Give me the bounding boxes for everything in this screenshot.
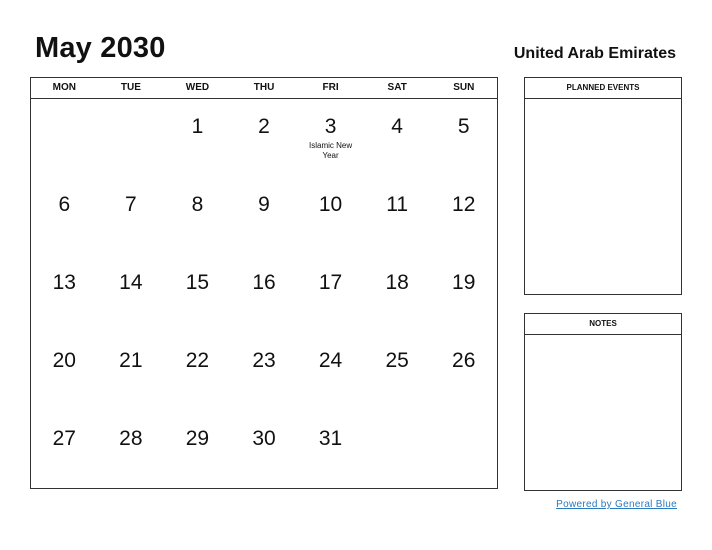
day-cell: [164, 411, 231, 489]
weekday-thu: THU: [253, 82, 275, 93]
day-number: 3: [324, 115, 337, 138]
day-cell: [297, 99, 364, 177]
day-number: 9: [258, 193, 270, 216]
day-cell: [430, 333, 497, 411]
day-cell: [430, 177, 497, 255]
day-number: 12: [452, 193, 476, 216]
day-number: [31, 99, 98, 115]
day-number: 25: [385, 349, 409, 372]
day-number: [430, 411, 497, 427]
day-cell: [430, 99, 497, 177]
day-number: 13: [52, 271, 76, 294]
day-number: 30: [252, 427, 276, 450]
day-number: 18: [385, 271, 409, 294]
day-cell: [31, 411, 98, 489]
day-cell: [231, 99, 298, 177]
day-cell: [231, 177, 298, 255]
country-label: United Arab Emirates: [513, 45, 676, 62]
calendar-grid: [30, 77, 498, 489]
day-grid: [31, 99, 497, 489]
day-cell: [364, 99, 431, 177]
day-cell: [31, 333, 98, 411]
day-number: [98, 99, 165, 115]
weekday-tue: TUE: [120, 82, 141, 93]
weekday-header-row: [31, 78, 497, 99]
day-number: 23: [252, 349, 276, 372]
day-cell: [31, 99, 98, 177]
notes-panel: [524, 313, 682, 491]
day-number: 5: [457, 115, 470, 138]
day-cell: [164, 255, 231, 333]
planned-events-heading: PLANNED EVENTS: [525, 78, 681, 99]
day-cell: [31, 177, 98, 255]
day-number: 31: [318, 427, 343, 450]
weekday-mon: MON: [52, 82, 76, 93]
day-number: 19: [452, 271, 476, 294]
day-number: 17: [318, 271, 343, 294]
day-number: [364, 411, 431, 427]
day-cell: [164, 177, 231, 255]
day-cell: [364, 255, 431, 333]
day-cell: [98, 255, 165, 333]
day-cell: [164, 99, 231, 177]
day-cell: [297, 333, 364, 411]
day-number: 15: [185, 271, 210, 294]
weekday-sat: SAT: [387, 82, 407, 93]
powered-by-link[interactable]: Powered by General Blue: [556, 499, 677, 510]
day-cell: [231, 333, 298, 411]
day-cell: [430, 411, 497, 489]
day-number: 22: [185, 349, 210, 372]
planned-events-panel: [524, 77, 682, 295]
day-cell: [364, 177, 431, 255]
day-cell: [430, 255, 497, 333]
day-cell: [231, 255, 298, 333]
day-cell: [364, 333, 431, 411]
day-cell: [231, 411, 298, 489]
day-cell: [164, 333, 231, 411]
day-number: 14: [119, 271, 143, 294]
day-cell: [364, 411, 431, 489]
day-number: 2: [258, 115, 270, 138]
weekday-fri: FRI: [322, 82, 339, 93]
weekday-wed: WED: [185, 82, 210, 93]
day-number: 26: [452, 349, 476, 372]
day-number: 1: [191, 115, 204, 138]
day-cell: [98, 177, 165, 255]
page-title: May 2030: [35, 32, 166, 64]
day-cell: [297, 177, 364, 255]
day-number: 24: [318, 349, 343, 372]
day-number: 20: [52, 349, 76, 372]
day-cell: [297, 411, 364, 489]
day-number: 8: [191, 193, 204, 216]
day-cell: [98, 333, 165, 411]
day-number: 28: [119, 427, 143, 450]
notes-heading: NOTES: [525, 314, 681, 335]
day-number: 27: [52, 427, 76, 450]
day-number: 6: [58, 193, 71, 216]
day-number: 21: [119, 349, 143, 372]
day-number: 29: [185, 427, 210, 450]
day-number: 4: [391, 115, 403, 138]
holiday-label: Islamic New Year: [309, 141, 353, 160]
day-cell: [98, 411, 165, 489]
day-number: 11: [386, 193, 409, 216]
day-number: 16: [252, 271, 276, 294]
day-cell: [297, 255, 364, 333]
day-number: 7: [125, 193, 137, 216]
day-cell: [31, 255, 98, 333]
day-cell: [98, 99, 165, 177]
weekday-sun: SUN: [453, 82, 475, 93]
day-number: 10: [318, 193, 343, 216]
